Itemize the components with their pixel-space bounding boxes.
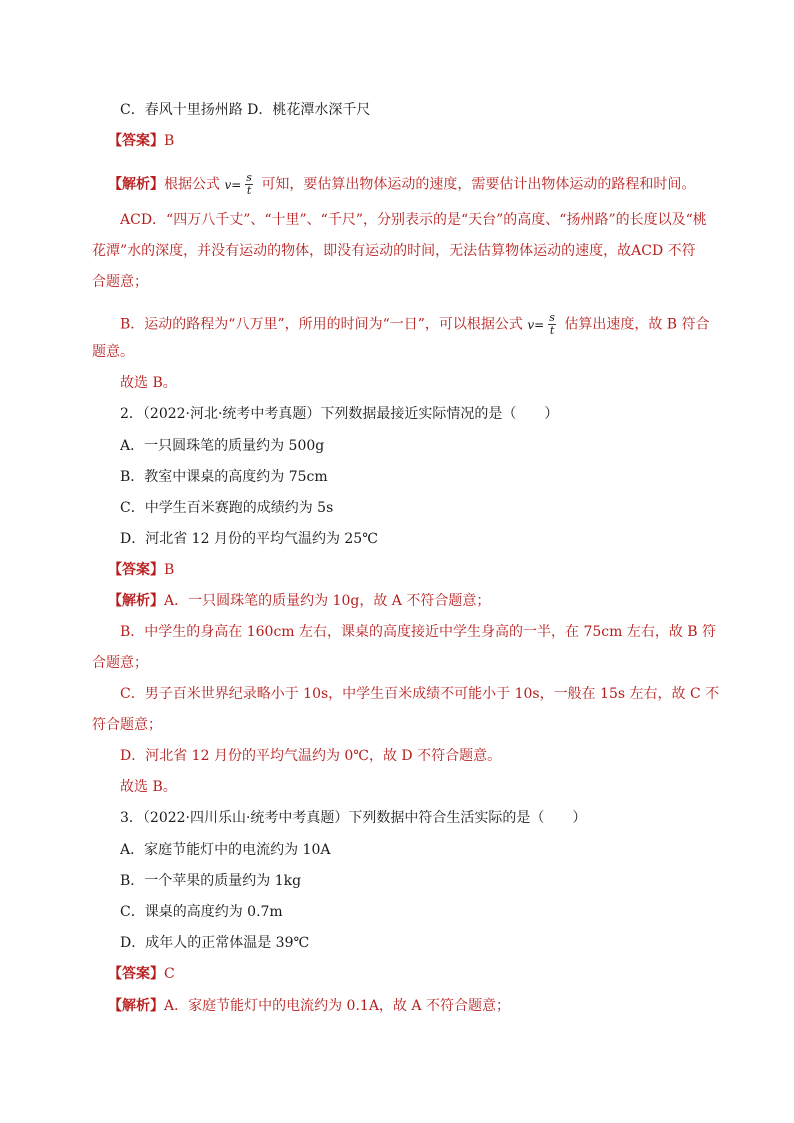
formula-lhs: v bbox=[224, 177, 232, 192]
formula-numerator: s bbox=[549, 311, 555, 324]
analysis-post: 估算出速度，故 B 符合 bbox=[564, 316, 710, 333]
question-3-stem: 3．（2022·四川乐山·统考中考真题）下列数据中符合生活实际的是（ ） bbox=[120, 810, 587, 826]
analysis-text-line: D．河北省 12 月份的平均气温约为 0℃，故 D 不符合题意。 bbox=[120, 748, 502, 764]
analysis-pre: 根据公式 bbox=[164, 176, 220, 193]
analysis-text-line: 符合题意； bbox=[92, 717, 162, 733]
answer-tag: 【答案】 bbox=[108, 133, 164, 149]
formula-fraction bbox=[548, 312, 556, 337]
question-3-option-b: B．一个苹果的质量约为 1kg bbox=[120, 873, 302, 889]
analysis-text-line: 题意。 bbox=[92, 344, 134, 360]
analysis-text: A．家庭节能灯中的电流约为 0.1A，故 A 不符合题意； bbox=[164, 998, 510, 1014]
analysis-text-line: 合题意； bbox=[92, 274, 148, 290]
answer-value: C bbox=[164, 966, 175, 982]
answer-line bbox=[108, 560, 174, 580]
analysis-pre: B．运动的路程为“八万里”，所用的时间为“一日”，可以根据公式 bbox=[120, 316, 523, 333]
formula-denominator: t bbox=[549, 324, 555, 337]
analysis-text-line: ACD．“四万八千丈”、“十里”、“千尺”，分别表示的是“天台”的高度、“扬州路”的长度以及“桃 bbox=[120, 212, 707, 228]
speed-formula bbox=[527, 311, 564, 337]
question-2-option-a: A．一只圆珠笔的质量约为 500g bbox=[120, 438, 325, 454]
analysis-line bbox=[108, 172, 695, 197]
question-2-option-c: C．中学生百米赛跑的成绩约为 5s bbox=[120, 500, 334, 516]
analysis-tag: 【解析】 bbox=[108, 593, 164, 609]
analysis-text-line: 合题意； bbox=[92, 655, 148, 671]
answer-line bbox=[108, 131, 174, 151]
question-2-option-d: D．河北省 12 月份的平均气温约为 25℃ bbox=[120, 531, 378, 547]
analysis-formula-line bbox=[120, 312, 710, 337]
formula-denominator: t bbox=[246, 184, 252, 197]
analysis-line bbox=[108, 591, 490, 611]
analysis-text-line: B．中学生的身高在 160cm 左右，课桌的高度接近中学生身高的一半，在 75cm 左右，故 B 符 bbox=[120, 624, 717, 640]
answer-tag: 【答案】 bbox=[108, 966, 164, 982]
answer-tag: 【答案】 bbox=[108, 562, 164, 578]
question-2-stem: 2．（2022·河北·统考中考真题）下列数据最接近实际情况的是（ ） bbox=[120, 406, 559, 422]
analysis-tag: 【解析】 bbox=[108, 176, 164, 193]
question-3-option-d: D．成年人的正常体温是 39℃ bbox=[120, 935, 310, 951]
question-2-option-b: B．教室中课桌的高度约为 75cm bbox=[120, 469, 328, 485]
speed-formula bbox=[224, 171, 261, 197]
analysis-post: 可知，要估算出物体运动的速度，需要估计出物体运动的路程和时间。 bbox=[261, 176, 696, 193]
conclusion-line: 故选 B。 bbox=[120, 779, 177, 795]
conclusion-line: 故选 B。 bbox=[120, 375, 177, 391]
analysis-tag: 【解析】 bbox=[108, 998, 164, 1014]
formula-eq: = bbox=[534, 317, 545, 332]
analysis-text-line: C．男子百米世界纪录略小于 10s，中学生百米成绩不可能小于 10s，一般在 15s 左右，故 C 不 bbox=[120, 686, 720, 702]
formula-numerator: s bbox=[246, 171, 252, 184]
formula-eq: = bbox=[231, 177, 242, 192]
question-3-option-a: A．家庭节能灯中的电流约为 10A bbox=[120, 842, 331, 858]
question-3-option-c: C．课桌的高度约为 0.7m bbox=[120, 904, 283, 920]
analysis-text: A．一只圆珠笔的质量约为 10g，故 A 不符合题意； bbox=[164, 593, 491, 609]
formula-fraction bbox=[245, 172, 253, 197]
analysis-text-line: 花潭”水的深度，并没有运动的物体，即没有运动的时间，无法估算物体运动的速度，故ACD 不符 bbox=[92, 243, 696, 259]
answer-line bbox=[108, 964, 175, 984]
analysis-line bbox=[108, 996, 510, 1016]
answer-value: B bbox=[164, 133, 175, 149]
option-c-d-line bbox=[120, 100, 370, 120]
formula-lhs: v bbox=[527, 317, 535, 332]
line-text: C．春风十里扬州路 D．桃花潭水深千尺 bbox=[120, 102, 371, 118]
answer-value: B bbox=[164, 562, 175, 578]
